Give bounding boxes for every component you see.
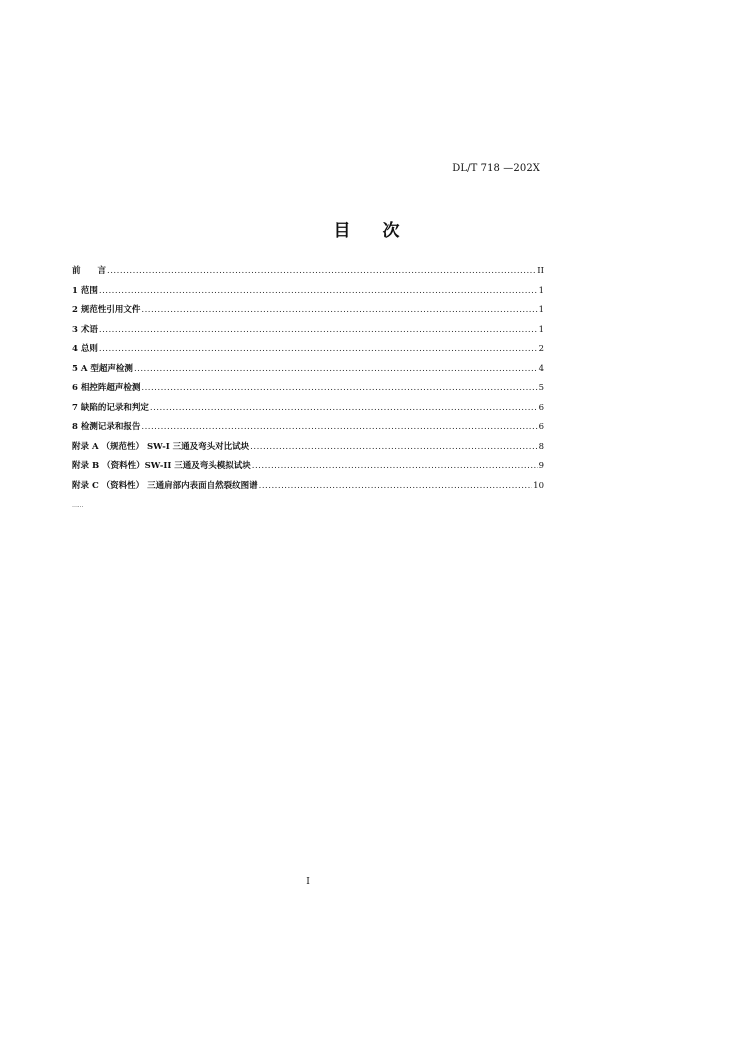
toc-label: 1 范围 xyxy=(72,285,98,296)
toc-leader-dots xyxy=(107,266,536,276)
toc-entry-appendix-a[interactable] xyxy=(72,440,544,460)
toc-entry-general[interactable] xyxy=(72,342,544,362)
toc-page-number: 2 xyxy=(538,344,544,354)
toc-label: 附录 B （资料性）SW-II 三通及弯头模拟试块 xyxy=(72,461,251,471)
toc-leader-dots xyxy=(250,442,537,452)
toc-leader-dots xyxy=(99,325,538,335)
toc-page-number: 4 xyxy=(538,363,544,374)
toc-leader-dots xyxy=(141,383,537,393)
page-title xyxy=(0,216,733,241)
toc-label: 2 规范性引用文件 xyxy=(72,305,141,315)
toc-leader-dots xyxy=(259,481,533,491)
toc-entry-foreword[interactable] xyxy=(72,264,544,284)
toc-leader-dots xyxy=(141,305,537,315)
toc-entry-appendix-c[interactable] xyxy=(72,479,544,499)
toc-label: 6 相控阵超声检测 xyxy=(72,383,141,393)
title-char-1: 目 xyxy=(333,221,351,241)
toc-page-number: 6 xyxy=(538,422,544,432)
toc-page-number: 1 xyxy=(538,305,544,315)
toc-leader-dots xyxy=(134,364,538,374)
toc-page-number: 6 xyxy=(538,402,544,413)
toc-label: 8 检测记录和报告 xyxy=(72,422,141,432)
toc-entry-scope[interactable] xyxy=(72,284,544,304)
standard-code: DL/T 718 —202X xyxy=(452,163,540,174)
toc-entry-records-report[interactable] xyxy=(72,420,544,440)
toc-page-number: 1 xyxy=(538,285,544,296)
toc-page-number: 9 xyxy=(538,461,544,471)
toc-entry-a-type-ultrasonic[interactable] xyxy=(72,362,544,382)
toc-entry-normative-references[interactable] xyxy=(72,303,544,323)
toc-entry-defect-recording[interactable] xyxy=(72,401,544,421)
toc-entry-terms[interactable] xyxy=(72,323,544,343)
toc-leader-dots xyxy=(150,403,538,413)
table-of-contents xyxy=(72,264,544,498)
toc-page-number: 10 xyxy=(533,480,544,491)
toc-entry-appendix-b[interactable] xyxy=(72,459,544,479)
toc-label: 5 A 型超声检测 xyxy=(72,363,133,374)
toc-leader-dots xyxy=(252,461,538,471)
toc-leader-dots xyxy=(99,344,538,354)
toc-page-number: II xyxy=(537,266,544,276)
toc-page-number: 1 xyxy=(538,324,544,335)
toc-label: 附录 A （规范性） SW-I 三通及弯头对比试块 xyxy=(72,441,250,452)
stray-mark: …… xyxy=(72,502,83,509)
toc-page-number: 8 xyxy=(538,441,544,452)
toc-label: 附录 C （资料性） 三通肩部内表面自然裂纹图谱 xyxy=(72,480,258,491)
toc-label: 前 言 xyxy=(72,266,107,276)
toc-leader-dots xyxy=(99,286,538,296)
toc-label: 7 缺陷的记录和判定 xyxy=(72,402,149,413)
toc-label: 3 术语 xyxy=(72,324,98,335)
toc-leader-dots xyxy=(141,422,537,432)
title-char-2: 次 xyxy=(382,221,400,241)
toc-page-number: 5 xyxy=(538,383,544,393)
toc-label: 4 总则 xyxy=(72,344,98,354)
page-number: I xyxy=(306,877,310,887)
toc-entry-phased-array[interactable] xyxy=(72,381,544,401)
